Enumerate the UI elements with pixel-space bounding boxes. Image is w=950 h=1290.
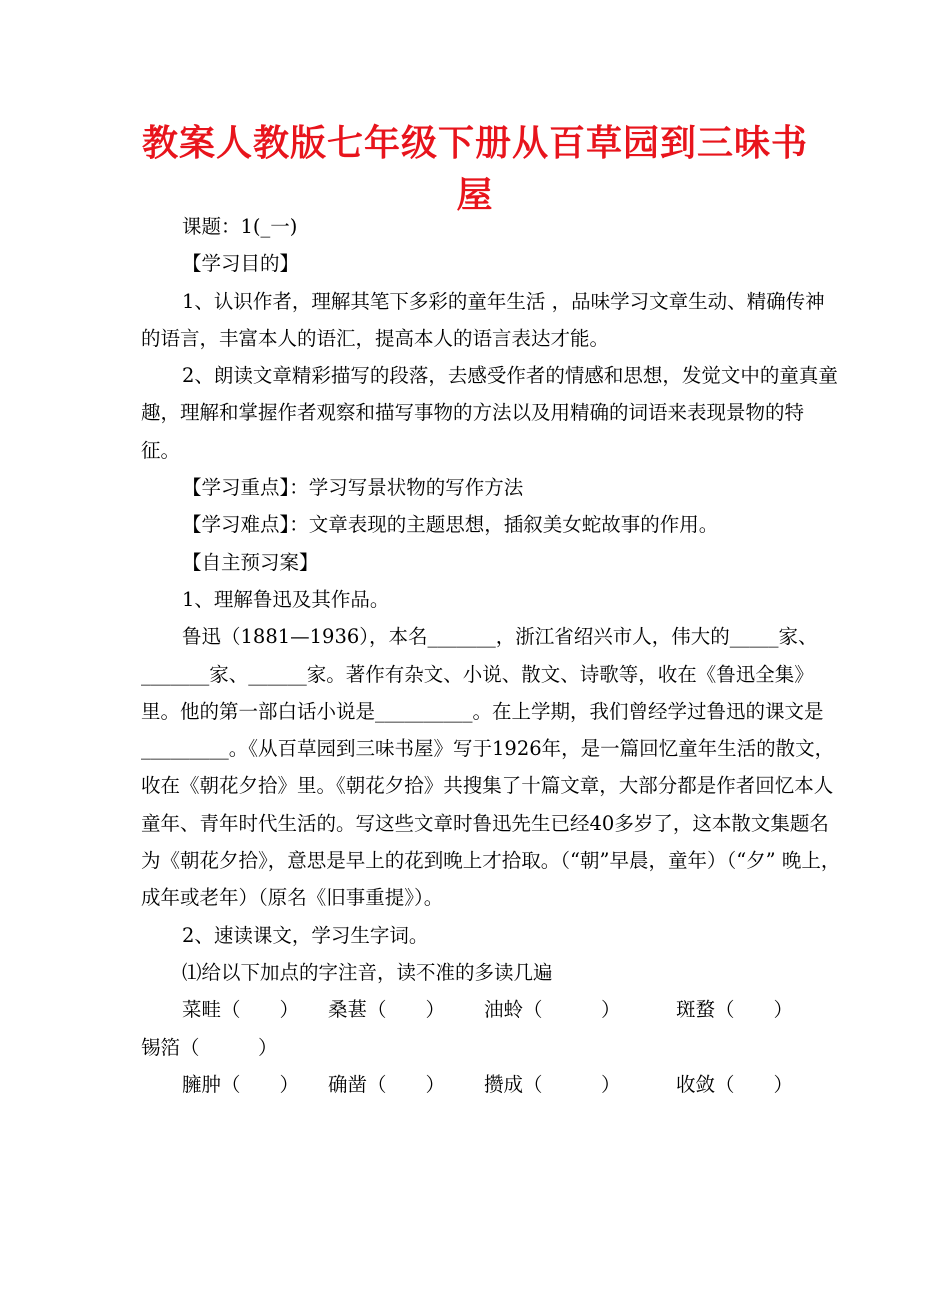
preview-item-2: 2、速读课文，学习生字词。 bbox=[182, 923, 429, 947]
vocab-item: 斑蝥（ ） bbox=[676, 998, 794, 1022]
lesson-label: 课题：1(_一) bbox=[182, 215, 298, 238]
vocab-item: 油蛉（ ） bbox=[484, 998, 621, 1022]
vocab-item: 锡箔（ ） bbox=[141, 1035, 278, 1059]
vocab-item: 确凿（ ） bbox=[328, 1072, 446, 1096]
vocab-item: 桑葚（ ） bbox=[328, 998, 446, 1022]
objective-2: 2、朗读文章精彩描写的段落，去感受作者的情感和思想，发觉文中的童真童趣，理解和掌握作者观察和描写事物的方法以及用精确的词语来表现景物的特征。 bbox=[141, 364, 838, 462]
section-heading-preview: 【自主预习案】 bbox=[182, 550, 319, 574]
vocab-item: 攒成（ ） bbox=[484, 1072, 621, 1096]
vocab-item: 臃肿（ ） bbox=[182, 1072, 300, 1096]
difficult-point: 【学习难点】：文章表现的主题思想，插叙美女蛇故事的作用。 bbox=[182, 513, 719, 537]
document-title: 教案人教版七年级下册从百草园到三味书屋 bbox=[141, 123, 808, 216]
author-intro-paragraph: 鲁迅（1881—1936），本名_______，浙江省绍兴市人，伟大的_____家、_______家、______家。著作有杂文、小说、散文、诗歌等，收在《鲁迅全集》里。他的第一部白话小说是__________。在上学期，我们曾经学过鲁迅的课文是 _________。《从百草园到三味书屋》写于1926年，是一篇回忆童年生活的散文，收在《朝花夕拾》里。《朝花夕拾》共搜集了十篇文章，大部分都是作者回忆本人童年、青年时代生活的。写这些文章时鲁迅先生已经40多岁了，这本散文集题名为《朝花夕拾》，意思是早上的花到晚上才拾取。（“朝”早晨，童年）（“夕” 晚上，成年或老年）（原名《旧事重提》）。 bbox=[141, 625, 841, 910]
section-heading-objectives: 【学习目的】 bbox=[182, 252, 300, 276]
vocab-row bbox=[141, 1066, 841, 1103]
key-point: 【学习重点】：学习写景状物的写作方法 bbox=[182, 476, 524, 500]
preview-item-1: 1、理解鲁迅及其作品。 bbox=[182, 587, 390, 611]
vocab-item: 菜畦（ ） bbox=[182, 998, 300, 1022]
vocab-item: 收敛（ ） bbox=[676, 1072, 794, 1096]
objective-1: 1、认识作者，理解其笔下多彩的童年生活 ，品味学习文章生动、精确传神的语言，丰富本人的语汇，提高本人的语言表达才能。 bbox=[141, 289, 825, 350]
document-body bbox=[141, 208, 841, 1103]
vocab-row-wrap bbox=[141, 1029, 841, 1066]
pinyin-instruction: ⑴给以下加点的字注音，读不准的多读几遍 bbox=[182, 960, 553, 984]
vocab-row bbox=[141, 991, 841, 1028]
